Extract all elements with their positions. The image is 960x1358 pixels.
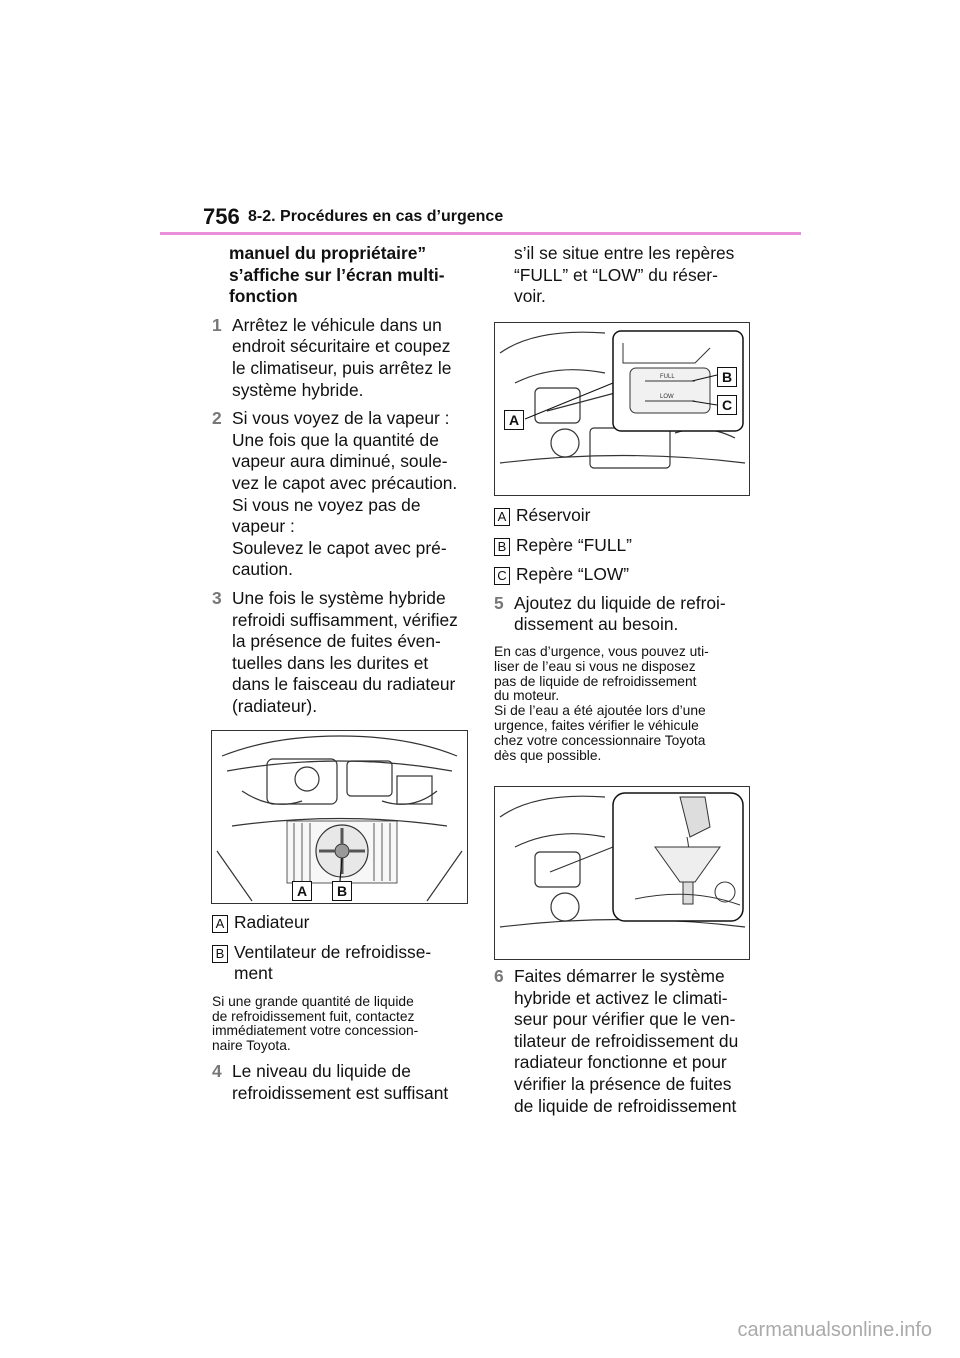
note-line: pas de liquide de refroidissement	[494, 673, 697, 689]
step-number: 4	[212, 1060, 222, 1081]
note-line: de refroidissement fuit, contactez	[212, 1008, 415, 1024]
note-line: En cas d’urgence, vous pouvez uti-	[494, 643, 709, 659]
legend-text: Radiateur	[234, 912, 310, 932]
step-line: s’il se situe entre les repères	[514, 243, 735, 263]
callout-b: B	[332, 881, 352, 901]
coolant-pouring-figure	[494, 786, 750, 960]
step-line: Faites démarrer le système	[514, 966, 725, 986]
note-line: immédiatement votre concession-	[212, 1023, 419, 1039]
callout-b: B	[717, 367, 737, 387]
step-line: voir.	[514, 286, 546, 307]
note-line: liser de l’eau si vous ne disposez	[494, 658, 696, 674]
step-line: caution.	[232, 559, 293, 580]
step-line: seur pour vérifier que le ven-	[514, 1009, 736, 1030]
funnel-illustration	[495, 787, 749, 959]
heading-line: s’affiche sur l’écran multi-	[229, 264, 445, 285]
callout-c: C	[717, 395, 737, 415]
step-1	[212, 315, 474, 401]
callout-a: A	[504, 410, 524, 430]
right-column-bottom	[494, 966, 756, 1117]
legend-item-full-mark	[494, 535, 756, 557]
page-number: 756	[203, 204, 240, 229]
step-line: refroidi suffisamment, vérifiez	[232, 609, 458, 630]
step-line: vapeur aura diminué, soule-	[232, 451, 448, 472]
step-line: la présence de fuites éven-	[232, 631, 441, 652]
step-line: Une fois le système hybride	[232, 587, 446, 608]
step-4	[212, 1061, 474, 1104]
note-line: naire Toyota.	[212, 1038, 291, 1054]
step-line: Si vous voyez de la vapeur :	[232, 408, 450, 429]
step-2	[212, 408, 474, 581]
step-3	[212, 588, 474, 718]
step-5	[494, 593, 756, 636]
step-number: 3	[212, 587, 222, 608]
step-line: vérifier la présence de fuites	[514, 1073, 732, 1094]
step-line: dissement au besoin.	[514, 614, 679, 635]
step-number: 1	[212, 314, 222, 335]
step-line: tuelles dans les durites et	[232, 652, 429, 673]
step-4-continued	[514, 243, 764, 308]
step-line: radiateur fonctionne et pour	[514, 1052, 727, 1073]
step-line: Arrêtez le véhicule dans un	[232, 314, 442, 335]
inset-low-label: LOW	[660, 394, 674, 400]
legend-text: Repère “LOW”	[516, 564, 630, 585]
step-number: 2	[212, 408, 222, 429]
step-line: Soulevez le capot avec pré-	[232, 537, 447, 558]
step-line: système hybride.	[232, 379, 364, 400]
legend-text: Repère “FULL”	[516, 534, 632, 555]
note-line: dès que possible.	[494, 747, 602, 763]
note-line: urgence, faites vérifier le véhicule	[494, 717, 699, 733]
step-line: vez le capot avec précaution.	[232, 472, 458, 493]
step-line: vapeur :	[232, 516, 295, 537]
inset-full-label: FULL	[660, 374, 675, 380]
note-line: chez votre concessionnaire Toyota	[494, 732, 706, 748]
heading-line: fonction	[229, 286, 298, 307]
engine-bay-illustration	[212, 731, 467, 903]
continued-heading	[212, 243, 474, 308]
step-line: Ajoutez du liquide de refroi-	[514, 592, 726, 613]
legend-item-fan	[212, 942, 474, 985]
callout-a: A	[292, 881, 312, 901]
legend-item-radiator	[212, 912, 474, 934]
radiator-figure	[211, 730, 468, 904]
watermark: carmanualsonline.info	[737, 1319, 932, 1341]
legend-text: ment	[234, 963, 273, 984]
step-line: de liquide de refroidissement	[514, 1095, 737, 1116]
legend-item-reservoir	[494, 505, 756, 527]
step-line: hybride et activez le climati-	[514, 987, 728, 1008]
legend-letter: A	[212, 915, 228, 933]
step-6	[494, 966, 756, 1117]
step-line: Si vous ne voyez pas de	[232, 494, 421, 515]
reservoir-figure	[494, 322, 750, 496]
step-line: endroit sécuritaire et coupez	[232, 336, 451, 357]
note-line: du moteur.	[494, 688, 560, 704]
step-line: Le niveau du liquide de	[232, 1060, 411, 1081]
note-emergency-water	[494, 645, 756, 763]
right-column-top	[514, 243, 764, 308]
left-column-lower	[212, 912, 474, 1104]
legend-item-low-mark	[494, 564, 756, 586]
heading-line: manuel du propriétaire”	[229, 243, 427, 263]
legend-letter: B	[212, 945, 228, 963]
left-column	[212, 243, 474, 717]
legend-text: Ventilateur de refroidisse-	[234, 941, 432, 962]
step-line: Une fois que la quantité de	[232, 429, 439, 450]
step-line: “FULL” et “LOW” du réser-	[514, 264, 718, 285]
step-line: tilateur de refroidissement du	[514, 1030, 739, 1051]
step-number: 6	[494, 966, 504, 986]
section-title: 8-2. Procédures en cas d’urgence	[248, 208, 504, 225]
engine-bay-reservoir-illustration	[495, 323, 749, 495]
step-number: 5	[494, 592, 504, 613]
legend-letter: A	[494, 508, 510, 526]
right-column-middle	[494, 505, 756, 763]
note-line: Si de l’eau a été ajoutée lors d’une	[494, 703, 706, 719]
note-line: Si une grande quantité de liquide	[212, 993, 414, 1009]
step-line: le climatiseur, puis arrêtez le	[232, 357, 452, 378]
step-line: (radiateur).	[232, 695, 318, 716]
header-rule	[160, 232, 801, 235]
step-line: dans le faisceau du radiateur	[232, 674, 456, 695]
note-coolant-leak	[212, 995, 474, 1054]
step-line: refroidissement est suffisant	[232, 1082, 449, 1103]
legend-text: Réservoir	[516, 505, 591, 525]
legend-letter: B	[494, 538, 510, 556]
legend-letter: C	[494, 567, 510, 585]
